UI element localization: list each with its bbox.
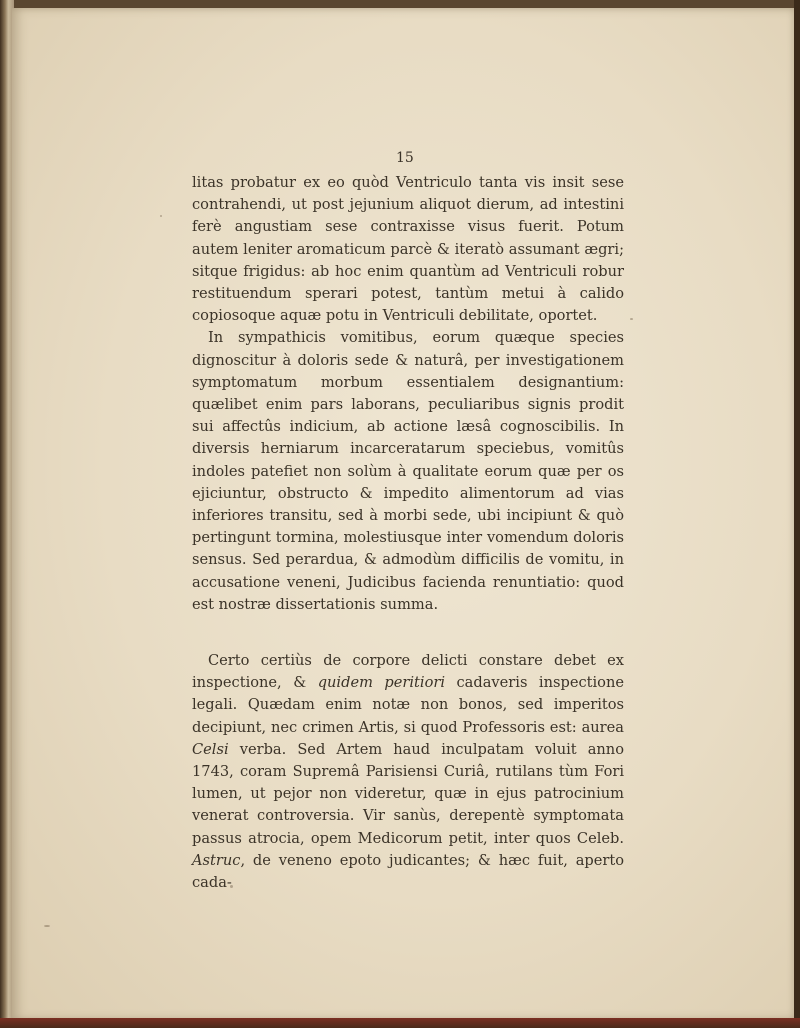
page-number: 15 (396, 150, 414, 166)
paper-speck (160, 215, 162, 217)
paragraph-3-segment: cadaveris inspectione legali. Quædam enim notæ non bonos, sed imperitos decipiunt, nec crimen Artis, si quod Professoris est: aurea (192, 674, 624, 736)
paragraph-3-segment: verba. Sed Artem haud inculpatam voluit anno 1743, coram Supremâ Parisiensi Curiâ, rutilans tùm Fori lumen, ut pejor non videretur, quæ in ejus patrocinium venerat controversia. Vir sanùs, derepentè symptomata passus atrocia, opem Medicorum petit, inter quos Celeb. (192, 740, 624, 847)
paragraph-3-italic-segment: Astruc (192, 851, 241, 869)
paper-speck (630, 318, 633, 320)
paragraph-3-italic-segment: Celsi (192, 740, 229, 758)
page-right-edge (794, 0, 800, 1028)
paragraph-3-italic-segment: quidem peritiori (317, 674, 445, 692)
paragraph-3-segment: Certo certiùs de corpore delicti constare debet ex inspectione, & (192, 652, 624, 692)
body-text (192, 152, 624, 894)
paragraph-3-segment: , de veneno epoto judicantes; & hæc fuit, aperto cada- (192, 851, 624, 892)
section-gap (192, 616, 624, 650)
paper-speck (44, 925, 50, 927)
page-bottom-edge (0, 1018, 800, 1028)
paragraph-3 (192, 650, 624, 894)
paragraph-1: litas probatur ex eo quòd Ventriculo tanta vis insit sese contrahendi, ut post jejunium aliquot dierum, ad intestini ferè angustiam sese contraxisse visus fuerit. Potum autem leniter aromaticum parcè & iteratò assumant ægri; sitque frigidus: ab hoc enim quantùm ad Ventriculi robur restituendum sperari potest, tantùm metui à calido copiosoque aquæ potu in Ventriculi debilitate, oportet. (192, 174, 624, 325)
paragraph-2: In sympathicis vomitibus, eorum quæque species dignoscitur à doloris sede & naturâ, per investigationem symptomatum morbum essentialem designantium: quælibet enim pars laborans, peculiaribus signis prodit sui affectûs indicium, ab actione læsâ cognoscibilis. In diversis herniarum incarceratarum speciebus, vomitûs indoles patefiet non solùm à qualitate eorum quæ per os ejiciuntur, obstructo & impedito alimentorum ad vias inferiores transitu, sed à morbi sede, ubi incipiunt & quò pertingunt tormina, molestiusque inter vomendum doloris sensus. Sed perardua, & admodùm difficilis de vomitu, in accusatione veneni, Judicibus facienda renuntiatio: quod est nostræ dissertationis summa. (192, 329, 624, 613)
